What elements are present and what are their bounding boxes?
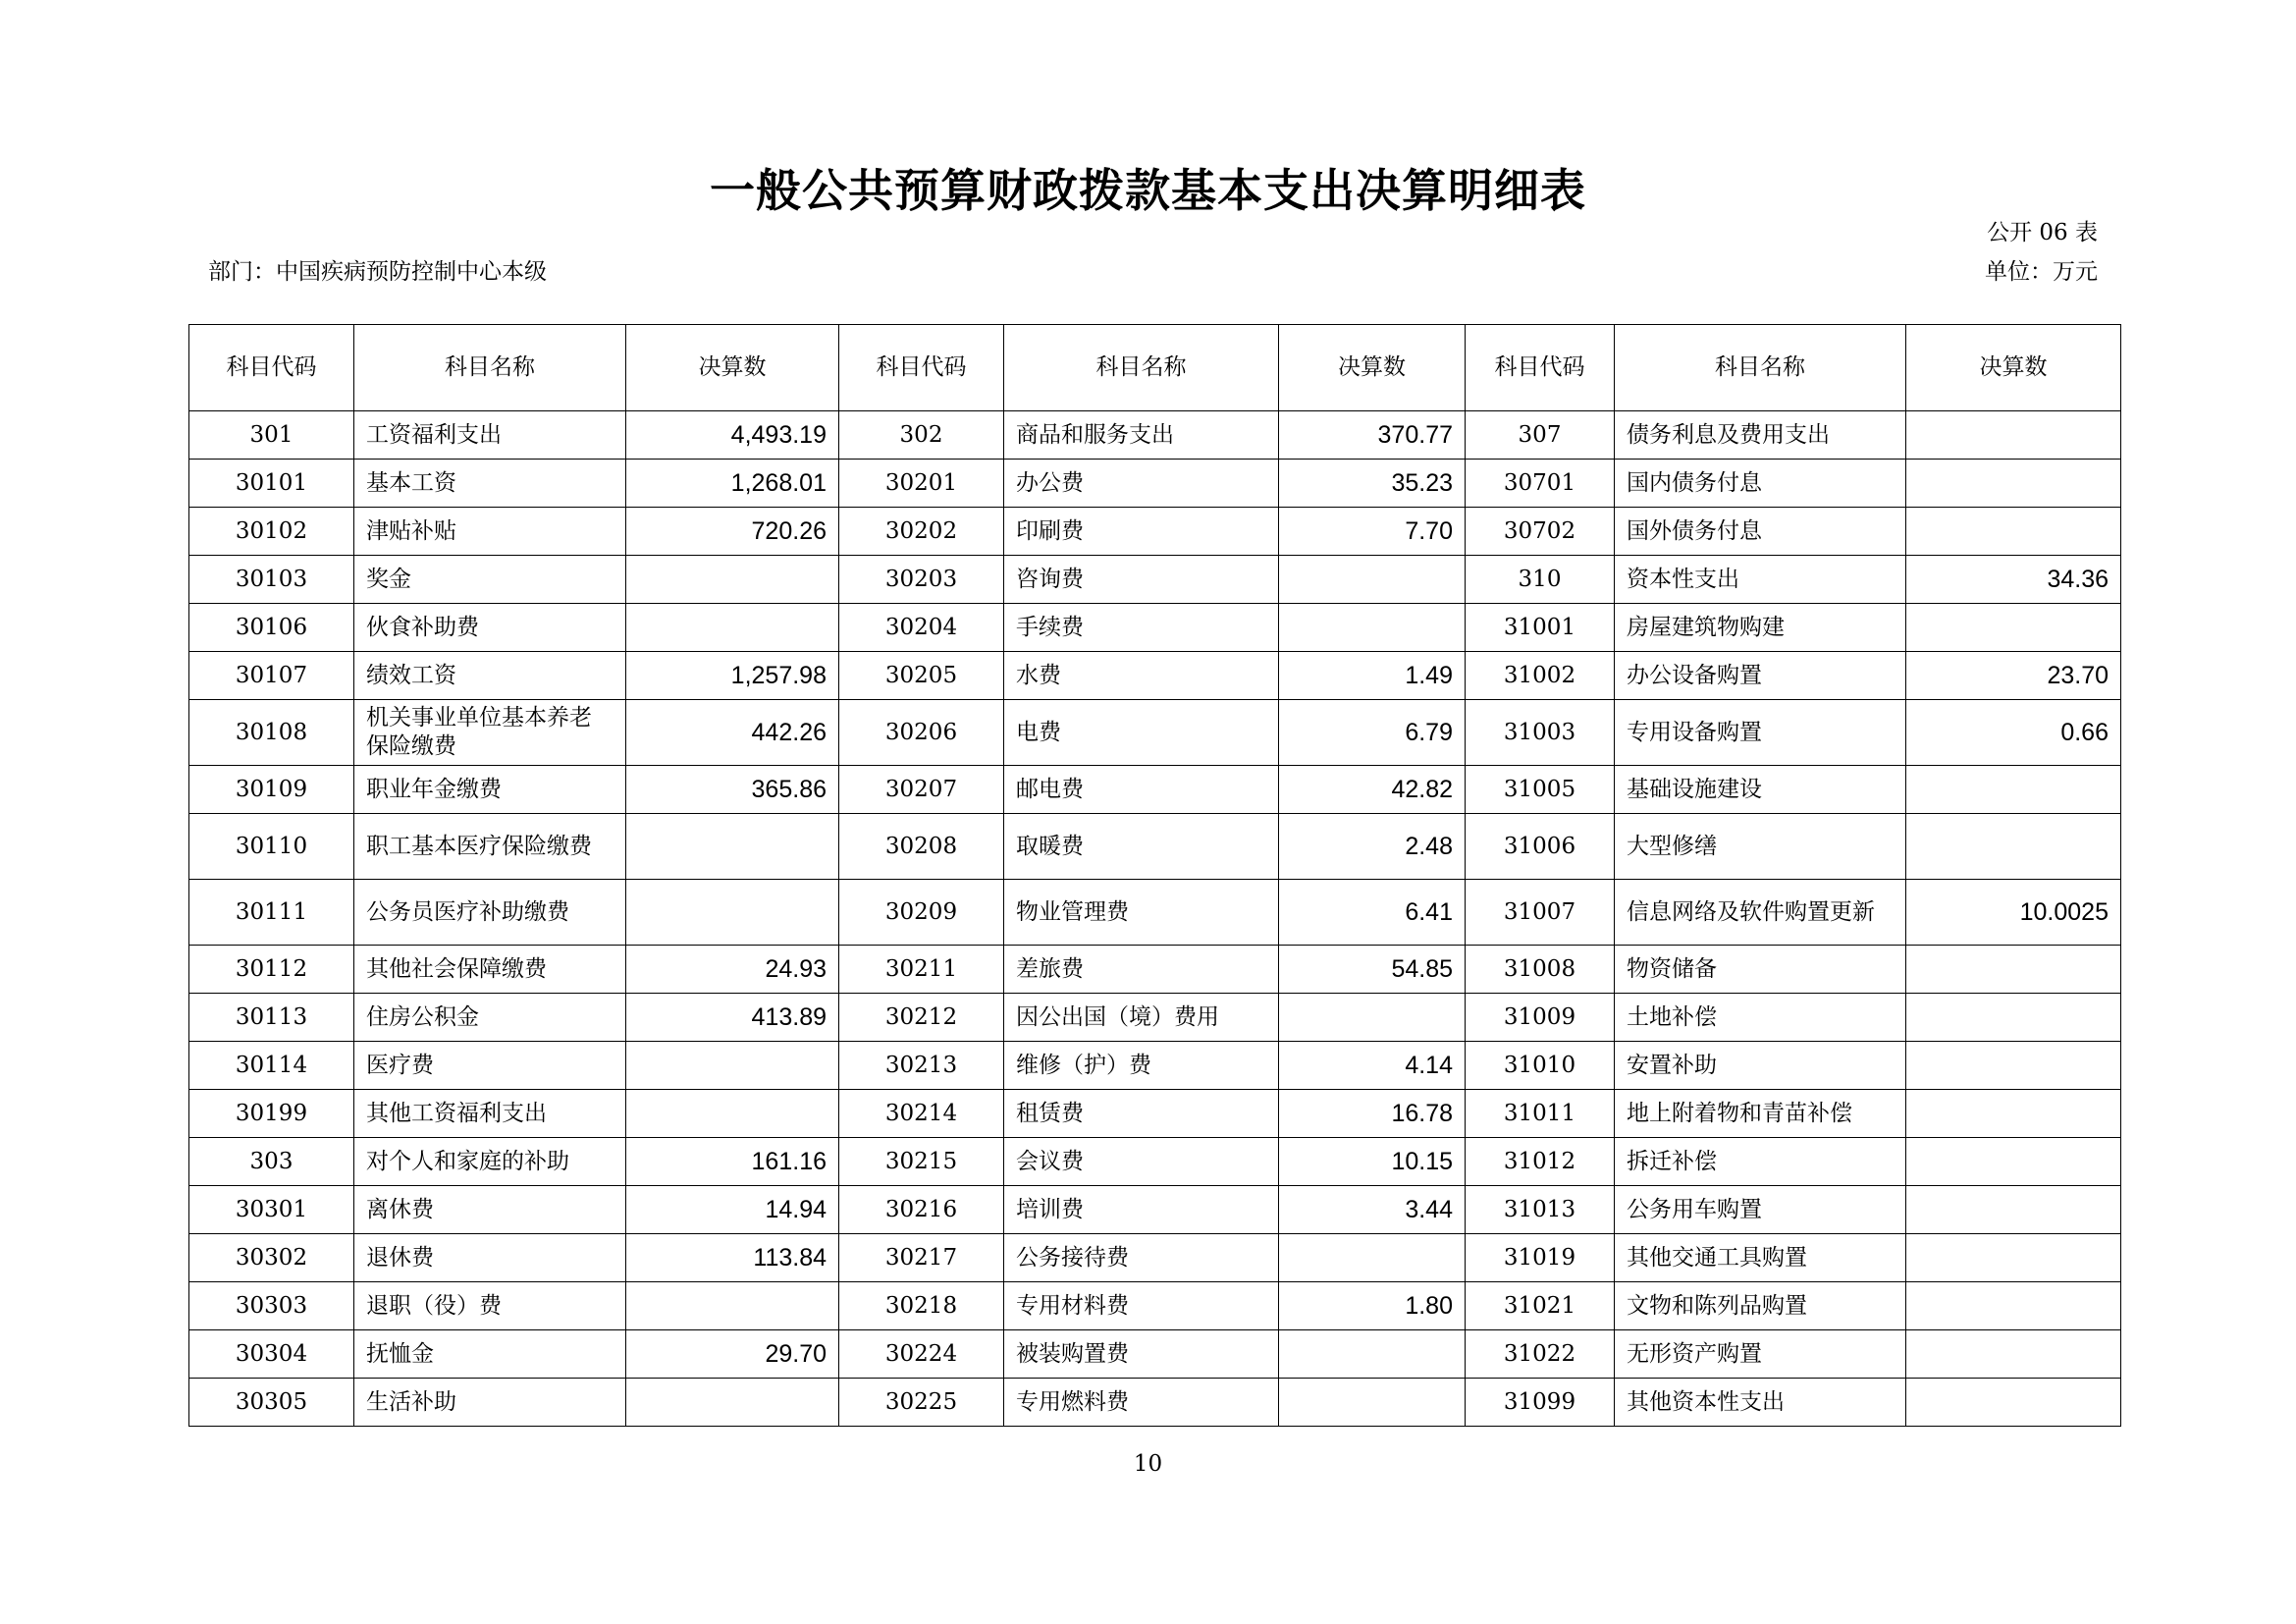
item-name: 地上附着物和青苗补偿 <box>1615 1090 1906 1138</box>
final-amount: 6.79 <box>1279 700 1466 766</box>
final-amount: 10.0025 <box>1906 880 2121 946</box>
item-code: 30217 <box>839 1234 1004 1282</box>
item-code: 301 <box>189 411 354 460</box>
item-code: 31009 <box>1466 994 1615 1042</box>
final-amount <box>626 1379 839 1427</box>
item-code: 307 <box>1466 411 1615 460</box>
final-amount <box>1906 814 2121 880</box>
table-row <box>189 604 2121 652</box>
final-amount <box>1906 1282 2121 1330</box>
item-name: 邮电费 <box>1004 766 1279 814</box>
item-code: 30204 <box>839 604 1004 652</box>
table-row <box>189 1090 2121 1138</box>
final-amount: 161.16 <box>626 1138 839 1186</box>
item-code: 30213 <box>839 1042 1004 1090</box>
item-name: 培训费 <box>1004 1186 1279 1234</box>
item-name: 奖金 <box>354 556 626 604</box>
final-amount <box>1906 1138 2121 1186</box>
item-name: 工资福利支出 <box>354 411 626 460</box>
item-code: 31010 <box>1466 1042 1615 1090</box>
item-code: 31006 <box>1466 814 1615 880</box>
item-name: 国内债务付息 <box>1615 460 1906 508</box>
header-cell: 科目名称 <box>354 325 626 411</box>
item-name: 房屋建筑物购建 <box>1615 604 1906 652</box>
item-code: 30205 <box>839 652 1004 700</box>
final-amount <box>1906 411 2121 460</box>
item-name: 手续费 <box>1004 604 1279 652</box>
table-row <box>189 556 2121 604</box>
item-code: 30211 <box>839 946 1004 994</box>
table-row <box>189 411 2121 460</box>
header-cell: 科目代码 <box>189 325 354 411</box>
item-name: 其他工资福利支出 <box>354 1090 626 1138</box>
item-name: 拆迁补偿 <box>1615 1138 1906 1186</box>
item-name: 抚恤金 <box>354 1330 626 1379</box>
final-amount <box>626 556 839 604</box>
unit-label: 单位：万元 <box>1985 259 2098 285</box>
item-name: 文物和陈列品购置 <box>1615 1282 1906 1330</box>
header-cell: 科目名称 <box>1615 325 1906 411</box>
item-code: 30218 <box>839 1282 1004 1330</box>
table-row <box>189 1138 2121 1186</box>
item-code: 30103 <box>189 556 354 604</box>
item-code: 31099 <box>1466 1379 1615 1427</box>
final-amount: 6.41 <box>1279 880 1466 946</box>
final-amount <box>1279 1330 1466 1379</box>
department-label: 部门：中国疾病预防控制中心本级 <box>208 259 547 285</box>
item-name: 水费 <box>1004 652 1279 700</box>
item-code: 30225 <box>839 1379 1004 1427</box>
table-row <box>189 994 2121 1042</box>
final-amount: 113.84 <box>626 1234 839 1282</box>
header-cell: 科目代码 <box>1466 325 1615 411</box>
item-code: 30113 <box>189 994 354 1042</box>
item-code: 30112 <box>189 946 354 994</box>
final-amount <box>1279 1379 1466 1427</box>
header-cell: 决算数 <box>626 325 839 411</box>
item-code: 30101 <box>189 460 354 508</box>
final-amount: 2.48 <box>1279 814 1466 880</box>
item-code: 30206 <box>839 700 1004 766</box>
final-amount <box>1279 556 1466 604</box>
final-amount: 1.80 <box>1279 1282 1466 1330</box>
final-amount <box>1906 766 2121 814</box>
item-code: 31003 <box>1466 700 1615 766</box>
form-number: 公开 06 表 <box>1987 220 2098 245</box>
item-code: 30303 <box>189 1282 354 1330</box>
header-cell: 决算数 <box>1906 325 2121 411</box>
table-row <box>189 508 2121 556</box>
item-name: 电费 <box>1004 700 1279 766</box>
item-name: 其他社会保障缴费 <box>354 946 626 994</box>
item-name: 津贴补贴 <box>354 508 626 556</box>
item-name: 生活补助 <box>354 1379 626 1427</box>
item-code: 30107 <box>189 652 354 700</box>
final-amount: 42.82 <box>1279 766 1466 814</box>
final-amount <box>1279 994 1466 1042</box>
item-name: 无形资产购置 <box>1615 1330 1906 1379</box>
item-name: 物业管理费 <box>1004 880 1279 946</box>
final-amount: 4.14 <box>1279 1042 1466 1090</box>
item-name: 退休费 <box>354 1234 626 1282</box>
final-amount: 1,257.98 <box>626 652 839 700</box>
final-amount <box>1906 1090 2121 1138</box>
table-row <box>189 946 2121 994</box>
item-code: 302 <box>839 411 1004 460</box>
item-name: 其他资本性支出 <box>1615 1379 1906 1427</box>
item-code: 30110 <box>189 814 354 880</box>
table-row <box>189 460 2121 508</box>
item-code: 30106 <box>189 604 354 652</box>
final-amount <box>1906 1379 2121 1427</box>
header-cell: 科目代码 <box>839 325 1004 411</box>
item-code: 31022 <box>1466 1330 1615 1379</box>
final-amount <box>1279 604 1466 652</box>
table-row <box>189 880 2121 946</box>
item-code: 31007 <box>1466 880 1615 946</box>
item-code: 31001 <box>1466 604 1615 652</box>
table-row <box>189 766 2121 814</box>
final-amount <box>626 1090 839 1138</box>
final-amount <box>1906 994 2121 1042</box>
final-amount: 24.93 <box>626 946 839 994</box>
item-name: 专用设备购置 <box>1615 700 1906 766</box>
item-name: 差旅费 <box>1004 946 1279 994</box>
item-code: 30203 <box>839 556 1004 604</box>
item-code: 30108 <box>189 700 354 766</box>
item-name: 维修（护）费 <box>1004 1042 1279 1090</box>
final-amount: 4,493.19 <box>626 411 839 460</box>
item-code: 30109 <box>189 766 354 814</box>
item-name: 租赁费 <box>1004 1090 1279 1138</box>
header-cell: 科目名称 <box>1004 325 1279 411</box>
table-row <box>189 1282 2121 1330</box>
item-name: 专用材料费 <box>1004 1282 1279 1330</box>
final-amount: 14.94 <box>626 1186 839 1234</box>
item-name: 债务利息及费用支出 <box>1615 411 1906 460</box>
final-amount <box>1906 1330 2121 1379</box>
table-row <box>189 700 2121 766</box>
item-name: 专用燃料费 <box>1004 1379 1279 1427</box>
item-name: 公务接待费 <box>1004 1234 1279 1282</box>
final-amount: 7.70 <box>1279 508 1466 556</box>
final-amount: 365.86 <box>626 766 839 814</box>
item-code: 31011 <box>1466 1090 1615 1138</box>
item-code: 30201 <box>839 460 1004 508</box>
final-amount <box>1906 946 2121 994</box>
item-code: 30302 <box>189 1234 354 1282</box>
item-code: 30102 <box>189 508 354 556</box>
item-name: 基本工资 <box>354 460 626 508</box>
final-amount <box>1906 508 2121 556</box>
item-code: 30114 <box>189 1042 354 1090</box>
item-name: 咨询费 <box>1004 556 1279 604</box>
item-name: 对个人和家庭的补助 <box>354 1138 626 1186</box>
item-name: 印刷费 <box>1004 508 1279 556</box>
item-name: 办公费 <box>1004 460 1279 508</box>
item-name: 住房公积金 <box>354 994 626 1042</box>
item-name: 职工基本医疗保险缴费 <box>354 814 626 880</box>
item-code: 30216 <box>839 1186 1004 1234</box>
item-name: 信息网络及软件购置更新 <box>1615 880 1906 946</box>
item-code: 30212 <box>839 994 1004 1042</box>
page-title: 一般公共预算财政拨款基本支出决算明细表 <box>710 164 1586 217</box>
item-code: 31002 <box>1466 652 1615 700</box>
item-code: 30111 <box>189 880 354 946</box>
item-name: 公务用车购置 <box>1615 1186 1906 1234</box>
final-amount <box>626 604 839 652</box>
item-name: 绩效工资 <box>354 652 626 700</box>
final-amount: 23.70 <box>1906 652 2121 700</box>
header-cell: 决算数 <box>1279 325 1466 411</box>
item-code: 30207 <box>839 766 1004 814</box>
final-amount <box>626 1042 839 1090</box>
final-amount <box>626 814 839 880</box>
table-row <box>189 1379 2121 1427</box>
item-name: 商品和服务支出 <box>1004 411 1279 460</box>
item-code: 31019 <box>1466 1234 1615 1282</box>
item-name: 退职（役）费 <box>354 1282 626 1330</box>
item-name: 大型修缮 <box>1615 814 1906 880</box>
item-code: 30214 <box>839 1090 1004 1138</box>
table-row <box>189 814 2121 880</box>
item-name: 职业年金缴费 <box>354 766 626 814</box>
page-number: 10 <box>1133 1451 1163 1477</box>
final-amount: 29.70 <box>626 1330 839 1379</box>
final-amount: 413.89 <box>626 994 839 1042</box>
table-row <box>189 1042 2121 1090</box>
final-amount: 0.66 <box>1906 700 2121 766</box>
expenditure-table <box>188 324 2121 1427</box>
item-code: 30301 <box>189 1186 354 1234</box>
item-name: 办公设备购置 <box>1615 652 1906 700</box>
final-amount <box>1906 1186 2121 1234</box>
item-code: 30209 <box>839 880 1004 946</box>
final-amount: 54.85 <box>1279 946 1466 994</box>
table-row <box>189 1186 2121 1234</box>
item-name: 取暖费 <box>1004 814 1279 880</box>
final-amount: 35.23 <box>1279 460 1466 508</box>
item-name: 安置补助 <box>1615 1042 1906 1090</box>
item-code: 30702 <box>1466 508 1615 556</box>
final-amount <box>1279 1234 1466 1282</box>
item-code: 31005 <box>1466 766 1615 814</box>
table-row <box>189 1234 2121 1282</box>
final-amount <box>1906 604 2121 652</box>
item-name: 公务员医疗补助缴费 <box>354 880 626 946</box>
final-amount: 3.44 <box>1279 1186 1466 1234</box>
item-code: 30305 <box>189 1379 354 1427</box>
final-amount: 442.26 <box>626 700 839 766</box>
final-amount <box>626 1282 839 1330</box>
final-amount <box>1906 1234 2121 1282</box>
item-code: 30215 <box>839 1138 1004 1186</box>
item-name: 因公出国（境）费用 <box>1004 994 1279 1042</box>
final-amount: 16.78 <box>1279 1090 1466 1138</box>
item-name: 物资储备 <box>1615 946 1906 994</box>
item-code: 30199 <box>189 1090 354 1138</box>
item-code: 31008 <box>1466 946 1615 994</box>
item-name: 国外债务付息 <box>1615 508 1906 556</box>
item-code: 30701 <box>1466 460 1615 508</box>
item-name: 基础设施建设 <box>1615 766 1906 814</box>
item-code: 31013 <box>1466 1186 1615 1234</box>
item-name: 被装购置费 <box>1004 1330 1279 1379</box>
item-name: 其他交通工具购置 <box>1615 1234 1906 1282</box>
item-name: 机关事业单位基本养老保险缴费 <box>354 700 626 766</box>
item-code: 30202 <box>839 508 1004 556</box>
item-code: 31012 <box>1466 1138 1615 1186</box>
final-amount <box>1906 460 2121 508</box>
item-name: 离休费 <box>354 1186 626 1234</box>
item-code: 303 <box>189 1138 354 1186</box>
table-header-row <box>189 325 2121 411</box>
table-row <box>189 652 2121 700</box>
final-amount: 1,268.01 <box>626 460 839 508</box>
item-code: 310 <box>1466 556 1615 604</box>
final-amount: 34.36 <box>1906 556 2121 604</box>
item-code: 30304 <box>189 1330 354 1379</box>
final-amount <box>626 880 839 946</box>
item-name: 伙食补助费 <box>354 604 626 652</box>
item-code: 30224 <box>839 1330 1004 1379</box>
item-name: 土地补偿 <box>1615 994 1906 1042</box>
item-code: 31021 <box>1466 1282 1615 1330</box>
final-amount: 720.26 <box>626 508 839 556</box>
table-row <box>189 1330 2121 1379</box>
item-name: 会议费 <box>1004 1138 1279 1186</box>
item-name: 医疗费 <box>354 1042 626 1090</box>
final-amount <box>1906 1042 2121 1090</box>
final-amount: 370.77 <box>1279 411 1466 460</box>
final-amount: 10.15 <box>1279 1138 1466 1186</box>
item-name: 资本性支出 <box>1615 556 1906 604</box>
item-code: 30208 <box>839 814 1004 880</box>
final-amount: 1.49 <box>1279 652 1466 700</box>
